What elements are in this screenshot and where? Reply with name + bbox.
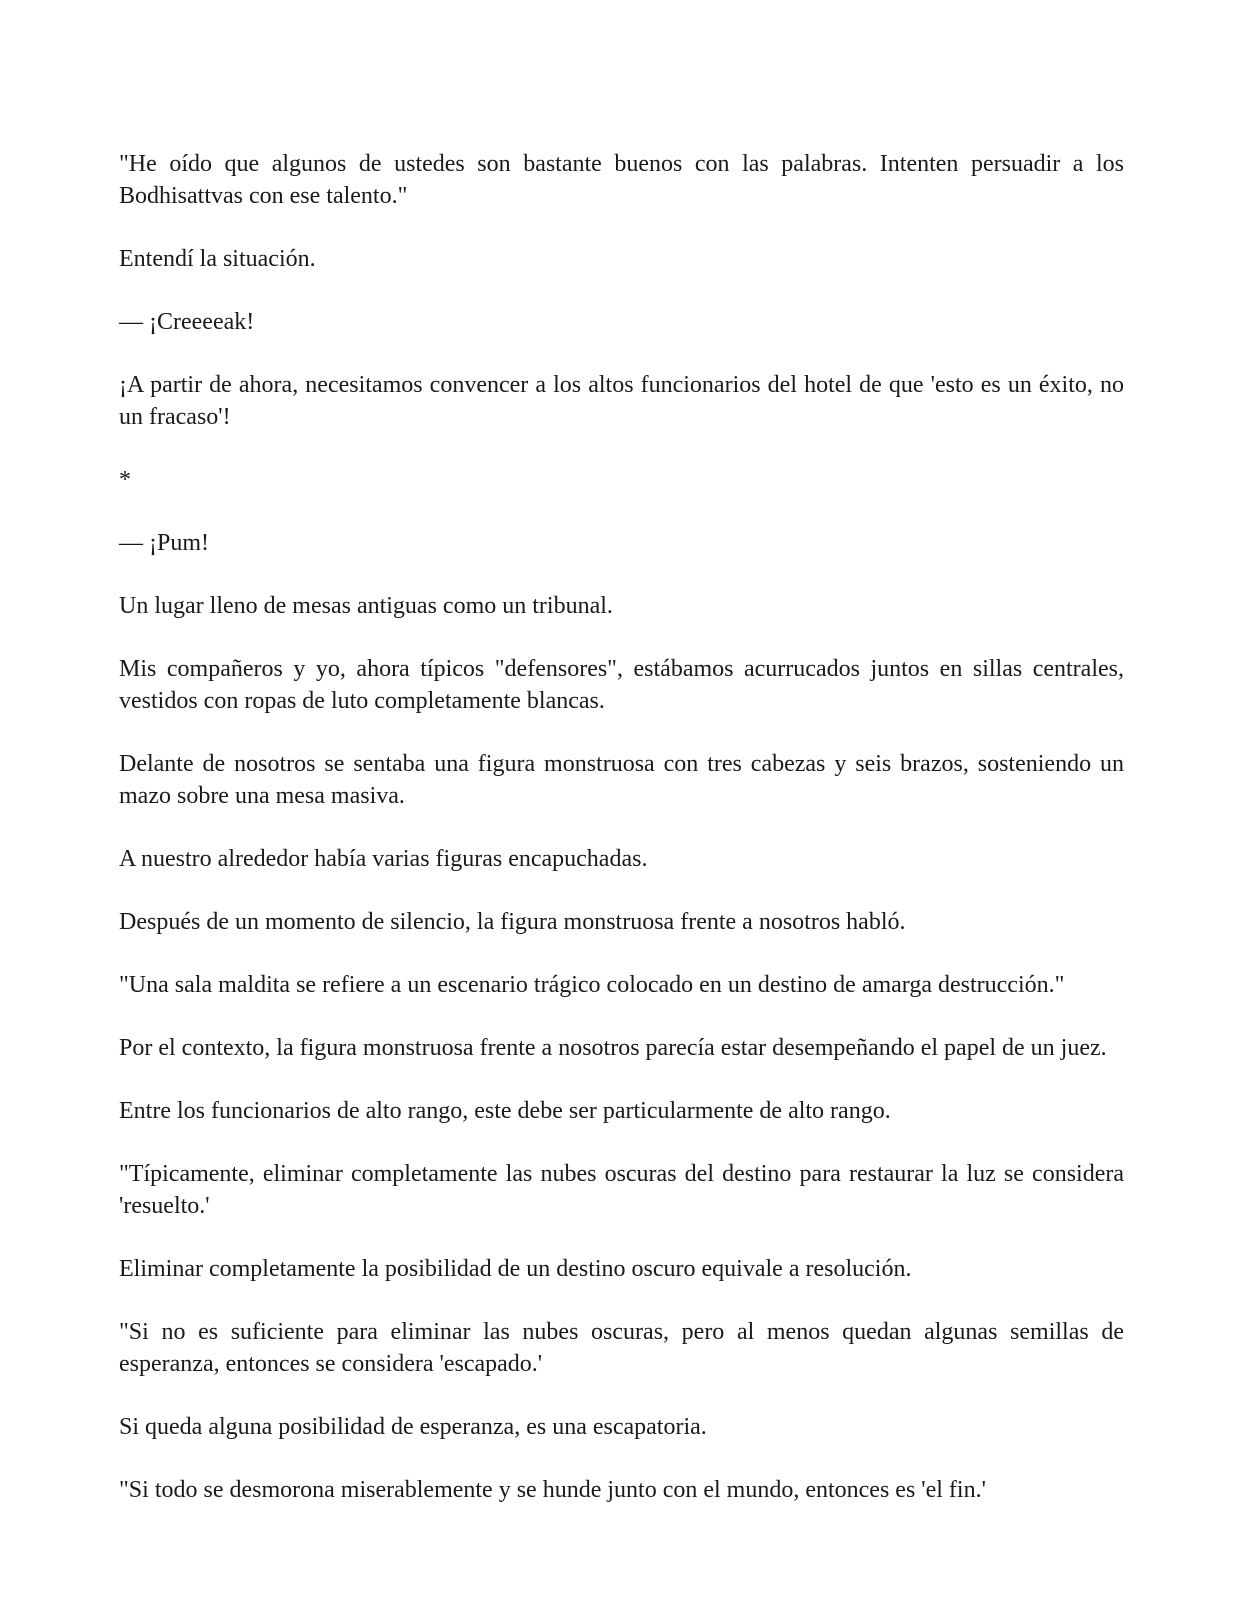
paragraph: ¡A partir de ahora, necesitamos convencer a los altos funcionarios del hotel de que 'esto es un éxito, no un fracaso'! bbox=[119, 372, 1124, 430]
document-body bbox=[119, 148, 1124, 1537]
paragraph: "Si todo se desmorona miserablemente y se hunde junto con el mundo, entonces es 'el fin.' bbox=[119, 1477, 986, 1503]
paragraph: "Si no es suficiente para eliminar las nubes oscuras, pero al menos quedan algunas semillas de esperanza, entonces se considera 'escapado.' bbox=[119, 1319, 1124, 1377]
paragraph: Eliminar completamente la posibilidad de un destino oscuro equivale a resolución. bbox=[119, 1256, 912, 1282]
paragraph: Un lugar lleno de mesas antiguas como un tribunal. bbox=[119, 593, 613, 619]
paragraph: Entre los funcionarios de alto rango, este debe ser particularmente de alto rango. bbox=[119, 1098, 891, 1124]
paragraph: "Típicamente, eliminar completamente las nubes oscuras del destino para restaurar la luz se considera 'resuelto.' bbox=[119, 1161, 1124, 1219]
scene-break: * bbox=[119, 467, 131, 493]
paragraph: A nuestro alrededor había varias figuras encapuchadas. bbox=[119, 846, 648, 872]
paragraph: Después de un momento de silencio, la figura monstruosa frente a nosotros habló. bbox=[119, 909, 906, 935]
paragraph: Por el contexto, la figura monstruosa frente a nosotros parecía estar desempeñando el papel de un juez. bbox=[119, 1035, 1107, 1061]
paragraph: Entendí la situación. bbox=[119, 246, 316, 272]
paragraph: "He oído que algunos de ustedes son bastante buenos con las palabras. Intenten persuadir a los Bodhisattvas con ese talento." bbox=[119, 151, 1124, 209]
paragraph: — ¡Creeeeak! bbox=[119, 309, 255, 335]
paragraph: "Una sala maldita se refiere a un escenario trágico colocado en un destino de amarga destrucción." bbox=[119, 972, 1065, 998]
paragraph: — ¡Pum! bbox=[119, 530, 209, 556]
paragraph: Si queda alguna posibilidad de esperanza, es una escapatoria. bbox=[119, 1414, 707, 1440]
paragraph: Delante de nosotros se sentaba una figura monstruosa con tres cabezas y seis brazos, sosteniendo un mazo sobre una mesa masiva. bbox=[119, 751, 1124, 809]
paragraph: Mis compañeros y yo, ahora típicos "defensores", estábamos acurrucados juntos en sillas centrales, vestidos con ropas de luto completamente blancas. bbox=[119, 656, 1124, 714]
